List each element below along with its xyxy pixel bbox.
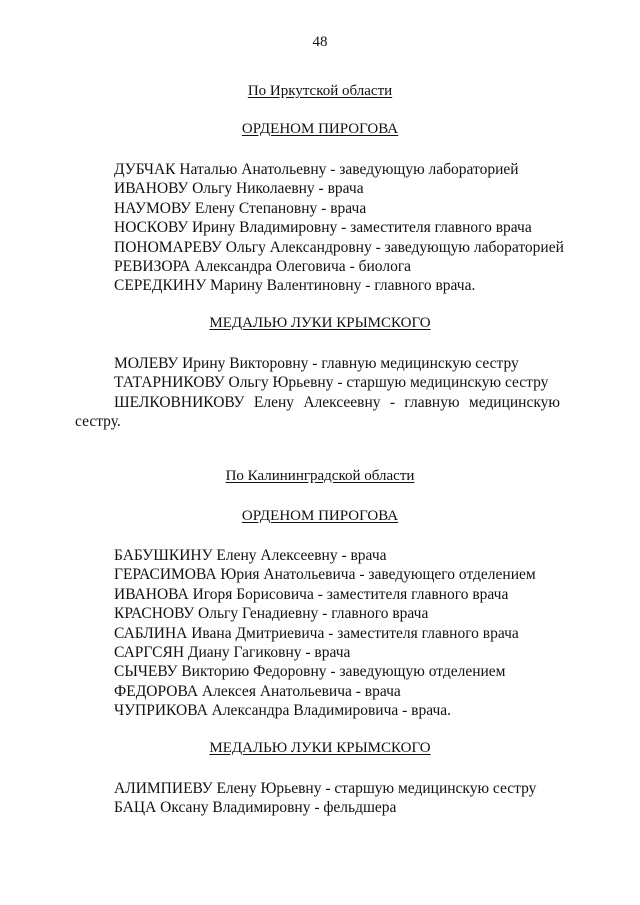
list-item: САБЛИНА Ивана Дмитриевича - заместителя главного врача bbox=[114, 624, 519, 642]
list-item: МОЛЕВУ Ирину Викторовну - главную медицинскую сестру bbox=[114, 355, 519, 372]
list-item: НОСКОВУ Ирину Владимировну - заместителя главного врача bbox=[114, 219, 532, 237]
list-item: БАЦА Оксану Владимировну - фельдшера bbox=[114, 799, 397, 817]
list-item: ПОНОМАРЕВУ Ольгу Александровну - заведующую лабораторией bbox=[114, 238, 564, 256]
list-item: СЫЧЕВУ Викторию Федоровну - заведующую отделением bbox=[114, 663, 506, 681]
award-list-irkutsk-pirogov bbox=[0, 160, 640, 296]
award-heading-pirogov-order: ОРДЕНОМ ПИРОГОВА bbox=[241, 508, 399, 524]
wrapped-item-line-1: ШЕЛКОВНИКОВУ Елену Алексеевну - главную медицинскую bbox=[114, 394, 560, 411]
list-item: ТАТАРНИКОВУ Ольгу Юрьевну - старшую медицинскую сестру bbox=[114, 374, 549, 392]
list-item: КРАСНОВУ Ольгу Генадиевну - главного врача bbox=[114, 605, 429, 623]
list-item: САРГСЯН Диану Гагиковну - врача bbox=[114, 643, 351, 661]
list-item: НАУМОВУ Елену Степановну - врача bbox=[114, 199, 367, 217]
list-item: ЧУПРИКОВА Александра Владимировича - врача. bbox=[114, 702, 452, 720]
list-item: ИВАНОВА Игоря Борисовича - заместителя главного врача bbox=[114, 585, 509, 603]
award-heading-luka-medal: МЕДАЛЬЮ ЛУКИ КРЫМСКОГО bbox=[209, 740, 431, 756]
award-heading-pirogov-order: ОРДЕНОМ ПИРОГОВА bbox=[241, 121, 399, 137]
list-item: АЛИМПИЕВУ Елену Юрьевну - старшую медицинскую сестру bbox=[114, 780, 537, 797]
list-item: СЕРЕДКИНУ Марину Валентиновну - главного врача. bbox=[114, 277, 476, 295]
list-item: РЕВИЗОРА Александра Олеговича - биолога bbox=[114, 257, 412, 275]
award-list-irkutsk-luka bbox=[0, 354, 640, 393]
page-number: 48 bbox=[312, 34, 328, 50]
wrapped-list-item bbox=[0, 393, 640, 432]
award-heading-luka-medal: МЕДАЛЬЮ ЛУКИ КРЫМСКОГО bbox=[209, 315, 431, 331]
list-item: БАБУШКИНУ Елену Алексеевну - врача bbox=[114, 547, 387, 564]
list-item: ДУБЧАК Наталью Анатольевну - заведующую лабораторией bbox=[114, 161, 519, 178]
award-list-kaliningrad-pirogov bbox=[0, 546, 640, 721]
list-item: ГЕРАСИМОВА Юрия Анатольевича - заведующего отделением bbox=[114, 566, 536, 584]
list-item: ФЕДОРОВА Алексея Анатольевича - врача bbox=[114, 682, 401, 700]
region-heading-kaliningrad: По Калининградской области bbox=[225, 468, 415, 484]
list-item: ИВАНОВУ Ольгу Николаевну - врача bbox=[114, 180, 364, 198]
region-heading-irkutsk: По Иркутской области bbox=[247, 83, 393, 99]
wrapped-item-line-2: сестру. bbox=[75, 413, 121, 431]
award-list-kaliningrad-luka bbox=[0, 779, 640, 818]
